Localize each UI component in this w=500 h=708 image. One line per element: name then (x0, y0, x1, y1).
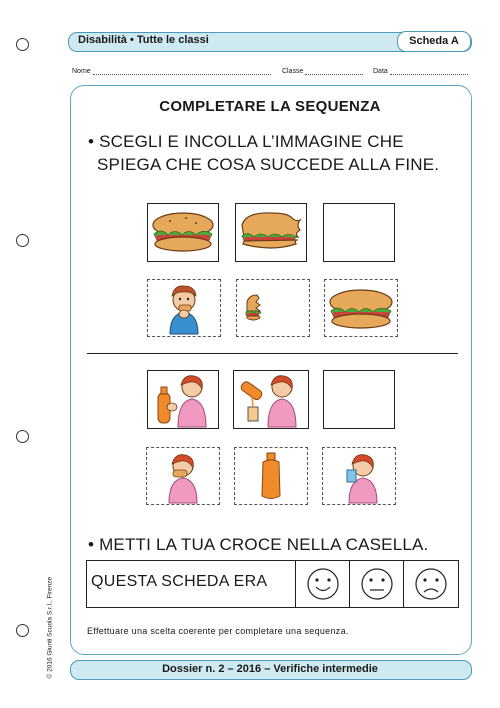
scheda-label: Scheda A (397, 31, 471, 52)
bottle-icon (235, 448, 307, 504)
girl-pouring-icon (234, 371, 308, 428)
date-field[interactable] (373, 68, 468, 75)
sandwich-icon (325, 280, 397, 336)
cutout-bitten-sandwich[interactable] (236, 279, 310, 337)
class-field[interactable] (282, 68, 363, 75)
binder-hole (16, 430, 29, 443)
class-label: Classe (282, 68, 304, 75)
sandwich-icon (148, 204, 218, 261)
girl-eating-icon (147, 448, 219, 504)
binder-hole (16, 234, 29, 247)
girl-holding-bottle-icon (148, 371, 218, 428)
cutout-whole-sandwich[interactable] (324, 279, 398, 337)
rating-instruction: • METTI LA TUA CROCE NELLA CASELLA. (88, 535, 429, 554)
rating-sad[interactable] (403, 561, 458, 607)
sandwich-crust-icon (237, 280, 309, 336)
copyright-notice: © 2016 Giunti Scuola S.r.l., Firenze (46, 576, 54, 679)
rating-happy[interactable] (295, 561, 350, 607)
sequence1-frame1 (147, 203, 219, 262)
cutout-boy-eating[interactable] (147, 279, 221, 337)
sequence1-frame2 (235, 203, 307, 262)
boy-eating-icon (148, 280, 220, 336)
dossier-label: Dossier n. 2 – 2016 – Verifiche intermedie (162, 663, 378, 675)
binder-hole (16, 624, 29, 637)
cutout-bottle[interactable] (234, 447, 308, 505)
cutout-girl-drinking[interactable] (322, 447, 396, 505)
rating-label: QUESTA SCHEDA ERA (91, 573, 268, 590)
sequence2-empty-frame[interactable] (323, 370, 395, 429)
sequence2-frame1 (147, 370, 219, 429)
bitten-sandwich-icon (236, 204, 306, 261)
name-label: Nome (72, 68, 91, 75)
cutout-girl-eating[interactable] (146, 447, 220, 505)
objective-text: Effettuare una scelta coerente per completare una sequenza. (87, 626, 349, 636)
happy-face-icon (296, 561, 350, 607)
sequence1-empty-frame[interactable] (323, 203, 395, 262)
rating-neutral[interactable] (349, 561, 404, 607)
section-divider (87, 353, 458, 354)
sequence2-frame2 (233, 370, 309, 429)
worksheet-title: COMPLETARE LA SEQUENZA (159, 98, 381, 115)
name-field[interactable] (72, 68, 271, 75)
neutral-face-icon (350, 561, 404, 607)
date-label: Data (373, 68, 388, 75)
rating-row (86, 560, 459, 608)
instruction-line-1: • SCEGLI E INCOLLA L’IMMAGINE CHE (88, 132, 404, 151)
sad-face-icon (404, 561, 458, 607)
instruction-line-2: SPIEGA CHE COSA SUCCEDE ALLA FINE. (97, 155, 440, 174)
binder-hole (16, 38, 29, 51)
header-title: Disabilità • Tutte le classi (78, 34, 209, 46)
girl-drinking-icon (323, 448, 395, 504)
